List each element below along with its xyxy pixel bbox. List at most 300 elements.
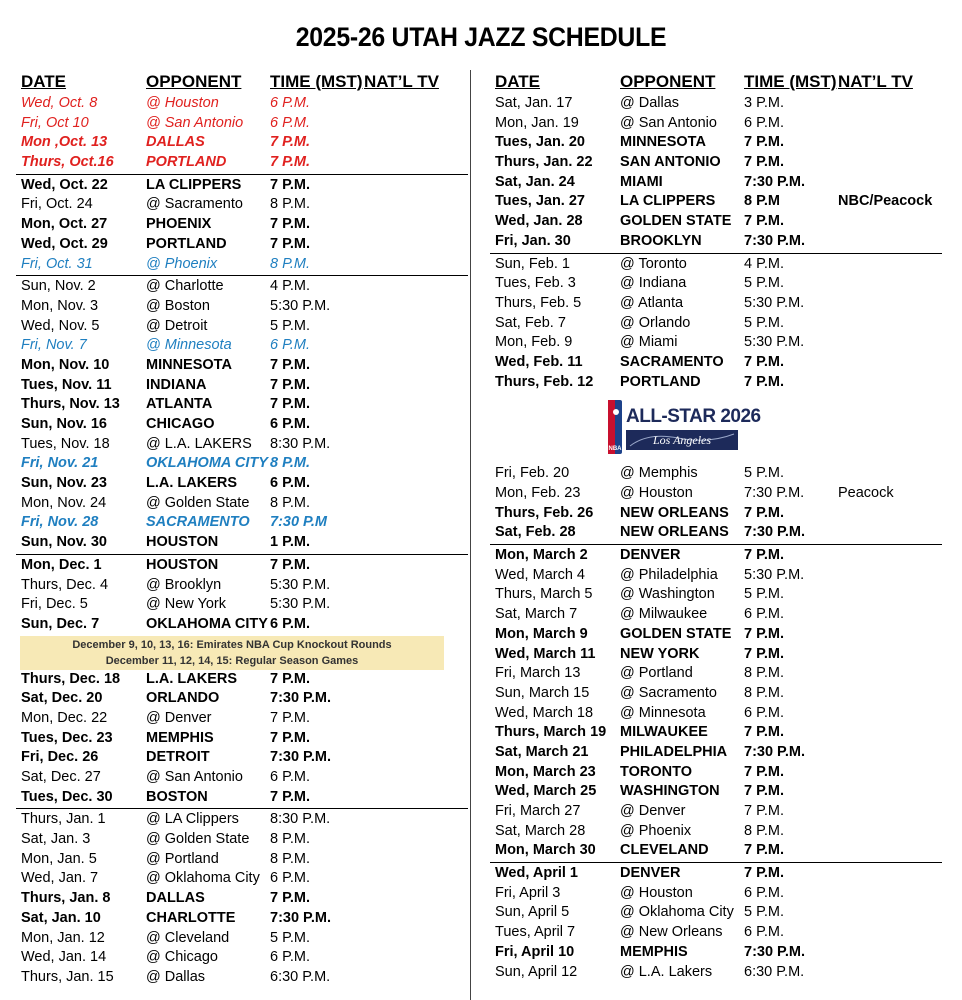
game-date: Fri, Oct. 24: [21, 196, 93, 213]
game-time: 7 P.M.: [270, 556, 311, 573]
game-time: 6 P.M.: [744, 924, 785, 941]
game-opponent: CHICAGO: [146, 416, 215, 432]
game-opponent: SACRAMENTO: [146, 514, 250, 531]
game-date: Sun, April 5: [495, 904, 570, 921]
game-time: 5 P.M.: [744, 904, 785, 921]
game-row: [490, 684, 942, 704]
game-row: [490, 743, 942, 763]
game-opponent: L.A. LAKERS: [146, 475, 238, 492]
game-opponent: @ Minnesota: [146, 337, 232, 354]
game-time: 7:30 P.M.: [270, 749, 331, 766]
game-date: Fri, Nov. 21: [21, 455, 99, 472]
game-date: Mon, Dec. 1: [21, 556, 102, 573]
game-date: Tues, Dec. 30: [21, 788, 113, 805]
game-date: Wed, Feb. 11: [495, 353, 583, 370]
game-opponent: @ Dallas: [146, 968, 206, 985]
game-row: [490, 94, 942, 114]
game-date: Mon, Jan. 19: [495, 114, 579, 131]
game-opponent: @ Atlanta: [620, 294, 684, 311]
game-opponent: DALLAS: [146, 890, 205, 907]
game-time: 7:30 P.M.: [270, 909, 331, 926]
game-time: 5 P.M.: [270, 317, 311, 334]
game-row: [490, 923, 942, 943]
game-opponent: @ Houston: [620, 485, 693, 501]
game-opponent: L.A. LAKERS: [146, 670, 238, 687]
game-time: 7:30 P.M.: [744, 743, 805, 760]
game-time: 5:30 P.M.: [744, 294, 805, 311]
game-row: [16, 255, 468, 275]
game-opponent: @ Boston: [146, 297, 210, 314]
game-opponent: @ Minnesota: [620, 704, 706, 721]
game-row: [16, 336, 468, 356]
game-row: [490, 464, 942, 484]
game-date: Tues, Feb. 3: [495, 275, 576, 292]
game-row: [490, 294, 942, 314]
game-opponent: DENVER: [620, 547, 681, 564]
game-row: [16, 277, 468, 297]
game-row: [16, 395, 468, 415]
game-date: Fri, April 3: [495, 884, 561, 901]
game-time: 6 P.M.: [744, 606, 785, 623]
game-date: Mon, March 9: [495, 625, 588, 642]
game-opponent: PORTLAND: [620, 373, 701, 390]
game-date: Mon, March 30: [495, 842, 596, 859]
game-time: 5 P.M.: [744, 314, 785, 331]
game-date: Sat, March 28: [495, 822, 586, 839]
game-date: Mon, Jan. 12: [21, 929, 105, 946]
game-row: [16, 556, 468, 576]
game-opponent: @ Orlando: [620, 314, 691, 331]
game-time: 7 P.M.: [270, 154, 311, 171]
game-opponent: @ Denver: [146, 709, 212, 726]
cup-notice: [20, 636, 444, 670]
game-opponent: @ Miami: [620, 334, 678, 351]
game-row: [16, 615, 468, 635]
game-row: [490, 133, 942, 153]
game-row: [490, 841, 942, 861]
game-time: 8 P.M.: [270, 455, 311, 472]
game-date: Wed, Jan. 14: [21, 949, 107, 966]
game-date: Mon, Nov. 3: [21, 297, 99, 314]
game-opponent: @ Chicago: [146, 949, 218, 966]
game-opponent: @ New York: [146, 596, 227, 613]
game-time: 7 P.M.: [744, 154, 785, 171]
game-date: Fri, Nov. 28: [21, 514, 99, 531]
game-opponent: CLEVELAND: [620, 842, 709, 859]
game-date: Sun, Nov. 30: [21, 534, 107, 551]
game-date: Mon, Dec. 22: [21, 709, 108, 726]
game-date: Thurs, March 19: [495, 724, 607, 741]
game-opponent: DENVER: [620, 865, 681, 882]
game-row: [490, 645, 942, 665]
game-opponent: GOLDEN STATE: [620, 625, 732, 642]
game-date: Wed, Oct. 22: [21, 176, 108, 193]
game-row: [16, 494, 468, 514]
game-row: [16, 729, 468, 749]
game-opponent: PHILADELPHIA: [620, 743, 728, 760]
game-row: [16, 415, 468, 435]
game-opponent: @ Phoenix: [146, 255, 218, 272]
game-opponent: @ Portland: [620, 665, 693, 682]
game-opponent: MILWAUKEE: [620, 724, 708, 741]
game-time: 5:30 P.M.: [744, 566, 805, 583]
game-opponent: PHOENIX: [146, 216, 212, 233]
game-row: [16, 810, 468, 830]
game-time: 7 P.M.: [270, 788, 311, 805]
column-header: [490, 72, 942, 94]
game-time: 7 P.M.: [270, 134, 311, 151]
month-separator: [16, 174, 468, 175]
game-row: [490, 566, 942, 586]
game-opponent: @ Phoenix: [620, 822, 692, 839]
game-time: 7 P.M.: [270, 890, 311, 907]
schedule-list-right: [490, 94, 942, 982]
game-time: 6 P.M.: [270, 949, 311, 966]
game-time: 6:30 P.M.: [744, 963, 805, 980]
game-opponent: OKLAHOMA CITY: [146, 455, 268, 472]
game-time: 4 P.M.: [744, 255, 785, 272]
game-time: 8 P.M.: [270, 494, 311, 511]
game-date: Mon, Nov. 24: [21, 494, 107, 511]
cup-notice-line: December 9, 10, 13, 16: Emirates NBA Cup Knockout Rounds: [72, 638, 392, 651]
game-opponent: @ New Orleans: [620, 924, 723, 941]
month-separator: [16, 554, 468, 555]
game-date: Thurs, Dec. 4: [21, 576, 109, 593]
game-date: Wed, Oct. 8: [21, 95, 98, 111]
game-row: [16, 869, 468, 889]
game-time: 7 P.M.: [270, 396, 311, 413]
game-date: Thurs, Jan. 1: [21, 811, 106, 828]
game-time: 8 P.M.: [270, 850, 311, 867]
month-separator: [490, 862, 942, 863]
game-date: Wed, April 1: [495, 865, 578, 882]
game-time: 7:30 P.M.: [744, 524, 805, 541]
game-opponent: @ Sacramento: [146, 196, 243, 213]
all-star-logo-brand: NBA: [608, 446, 622, 453]
game-time: 7 P.M.: [744, 504, 785, 521]
game-time: 7 P.M.: [744, 763, 785, 780]
game-opponent: @ San Antonio: [146, 769, 243, 785]
game-date: Fri, Oct. 31: [21, 255, 93, 272]
game-tv: Peacock: [838, 485, 894, 501]
game-date: Wed, March 4: [495, 566, 585, 583]
game-row: [490, 943, 942, 963]
game-opponent: @ San Antonio: [620, 114, 717, 131]
game-time: 7 P.M.: [744, 783, 785, 800]
game-time: 7 P.M.: [270, 235, 311, 252]
schedule-column-right: [490, 72, 942, 982]
game-date: Thurs, Feb. 26: [495, 504, 594, 521]
game-date: Sun, April 12: [495, 963, 578, 980]
game-row: [16, 576, 468, 596]
game-time: 8 P.M.: [744, 665, 785, 682]
column-header: [16, 72, 468, 94]
game-time: 6 P.M.: [270, 95, 311, 111]
game-row: [490, 605, 942, 625]
game-row: [16, 748, 468, 768]
game-time: 7 P.M.: [744, 724, 785, 741]
game-row: [490, 903, 942, 923]
game-time: 7:30 P.M.: [744, 232, 805, 249]
game-opponent: @ Oklahoma City: [620, 904, 734, 921]
game-row: [16, 513, 468, 533]
game-row: [16, 317, 468, 337]
game-time: 1 P.M.: [270, 534, 311, 551]
game-opponent: ORLANDO: [146, 690, 220, 707]
game-date: Thurs, Dec. 18: [21, 670, 121, 687]
game-row: [16, 929, 468, 949]
game-time: 7 P.M.: [744, 645, 785, 662]
game-opponent: @ Houston: [620, 884, 693, 901]
game-row: [490, 546, 942, 566]
game-opponent: INDIANA: [146, 376, 207, 393]
game-row: [16, 850, 468, 870]
game-time: 6:30 P.M.: [270, 968, 331, 985]
game-date: Sun, March 15: [495, 684, 590, 701]
game-opponent: @ Oklahoma City: [146, 870, 260, 887]
game-opponent: PORTLAND: [146, 154, 227, 171]
game-date: Thurs, Oct.16: [21, 154, 114, 171]
game-row: [16, 533, 468, 553]
game-time: 7 P.M.: [744, 625, 785, 642]
game-opponent: @ Philadelphia: [620, 566, 718, 583]
game-time: 7 P.M.: [270, 356, 311, 373]
game-time: 7 P.M.: [744, 134, 785, 151]
game-row: [16, 376, 468, 396]
game-time: 7:30 P.M.: [744, 173, 805, 190]
game-row: [16, 909, 468, 929]
game-time: 7 P.M.: [744, 803, 785, 819]
game-opponent: LA CLIPPERS: [146, 176, 242, 193]
game-time: 5:30 P.M.: [270, 576, 331, 593]
game-time: 7 P.M.: [744, 353, 785, 370]
game-time: 7 P.M.: [270, 709, 311, 726]
game-date: Mon, Nov. 10: [21, 356, 110, 373]
game-date: Wed, Jan. 28: [495, 213, 583, 230]
game-row: [490, 212, 942, 232]
all-star-logo: [490, 392, 942, 464]
header-tv: NAT’L TV: [364, 72, 439, 91]
game-row: [16, 435, 468, 455]
game-time: 5 P.M.: [744, 275, 785, 292]
game-opponent: BROOKLYN: [620, 232, 702, 249]
game-time: 8:30 P.M.: [270, 435, 331, 452]
game-time: 4 P.M.: [270, 278, 311, 295]
game-row: [16, 670, 468, 690]
game-opponent: @ Golden State: [146, 831, 250, 848]
game-time: 5 P.M.: [744, 586, 785, 603]
game-date: Sat, Jan. 3: [21, 831, 91, 848]
game-date: Fri, Nov. 7: [21, 337, 87, 354]
game-time: 5 P.M.: [270, 929, 311, 946]
game-row: [490, 625, 942, 645]
page-title: 2025-26 UTAH JAZZ SCHEDULE: [295, 22, 667, 52]
game-date: Sat, Jan. 10: [21, 909, 101, 926]
game-opponent: GOLDEN STATE: [620, 213, 732, 230]
game-row: [490, 802, 942, 822]
game-time: 7:30 P.M.: [744, 485, 805, 501]
game-opponent: BOSTON: [146, 788, 208, 805]
game-date: Tues, Jan. 27: [495, 193, 585, 210]
game-opponent: @ Denver: [620, 803, 686, 819]
game-opponent: OKLAHOMA CITY: [146, 615, 268, 632]
game-date: Sat, Feb. 28: [495, 524, 576, 541]
game-date: Wed, Oct. 29: [21, 235, 108, 252]
game-opponent: MEMPHIS: [620, 943, 688, 960]
game-row: [16, 948, 468, 968]
game-opponent: CHARLOTTE: [146, 909, 236, 926]
game-row: [16, 768, 468, 788]
game-opponent: DALLAS: [146, 134, 205, 151]
game-date: Mon ,Oct. 13: [21, 134, 108, 151]
month-separator: [490, 253, 942, 254]
game-date: Thurs, Feb. 12: [495, 373, 594, 390]
game-row: [490, 664, 942, 684]
game-time: 8 P.M.: [270, 831, 311, 848]
game-time: 7 P.M.: [270, 729, 311, 746]
game-date: Mon, Feb. 9: [495, 334, 573, 351]
all-star-2026-logo: [608, 398, 761, 456]
schedule-column-left: [16, 72, 468, 988]
game-time: 8 P.M.: [744, 822, 785, 839]
game-time: 6 P.M.: [270, 416, 311, 432]
game-date: Sun, Dec. 7: [21, 615, 100, 632]
game-row: [16, 356, 468, 376]
game-date: Mon, Oct. 27: [21, 216, 108, 233]
game-time: 8 P.M: [744, 193, 781, 210]
game-opponent: MIAMI: [620, 173, 663, 190]
game-row: [490, 353, 942, 373]
game-time: 6 P.M.: [270, 475, 311, 492]
game-opponent: @ Cleveland: [146, 929, 230, 946]
game-opponent: ATLANTA: [146, 396, 213, 413]
game-row: [490, 274, 942, 294]
game-date: Wed, March 18: [495, 704, 594, 721]
game-row: [490, 822, 942, 842]
game-opponent: DETROIT: [146, 749, 210, 766]
game-row: [16, 297, 468, 317]
game-row: [16, 94, 468, 114]
game-row: [490, 114, 942, 134]
game-date: Fri, Oct 10: [21, 114, 89, 131]
game-date: Fri, Dec. 26: [21, 749, 99, 766]
game-date: Wed, Jan. 7: [21, 870, 99, 887]
game-opponent: @ Dallas: [620, 95, 680, 111]
game-time: 6 P.M.: [270, 870, 311, 887]
game-date: Wed, Nov. 5: [21, 317, 100, 334]
game-row: [490, 232, 942, 252]
month-separator: [16, 808, 468, 809]
game-date: Sun, Feb. 1: [495, 255, 570, 272]
cup-notice-line: December 11, 12, 14, 15: Regular Season Games: [105, 654, 359, 667]
schedule-list-left: [16, 94, 468, 988]
game-opponent: WASHINGTON: [620, 783, 720, 800]
game-row: [16, 595, 468, 615]
month-separator: [490, 544, 942, 545]
game-opponent: TORONTO: [620, 763, 692, 780]
game-time: 6 P.M.: [744, 114, 785, 131]
game-row: [16, 195, 468, 215]
game-time: 7:30 P.M.: [744, 943, 805, 960]
game-row: [490, 723, 942, 743]
game-date: Thurs, Nov. 13: [21, 396, 120, 413]
game-opponent: MINNESOTA: [146, 356, 232, 373]
game-date: Wed, March 11: [495, 645, 596, 662]
game-date: Sat, March 21: [495, 743, 589, 760]
game-opponent: PORTLAND: [146, 235, 227, 252]
game-opponent: @ Indiana: [620, 275, 687, 292]
game-time: 7 P.M.: [270, 216, 311, 233]
game-date: Sat, Dec. 20: [21, 690, 103, 707]
game-opponent: @ Toronto: [620, 255, 687, 272]
game-time: 8 P.M.: [270, 255, 311, 272]
game-time: 8 P.M.: [744, 684, 785, 701]
game-time: 7 P.M.: [270, 670, 311, 687]
game-date: Tues, Jan. 20: [495, 134, 585, 151]
game-time: 7 P.M.: [744, 547, 785, 564]
all-star-logo-text: ALL-STAR 2026: [626, 406, 761, 428]
game-row: [490, 373, 942, 393]
game-time: 6 P.M.: [270, 769, 311, 785]
header-opponent: OPPONENT: [146, 72, 242, 91]
game-opponent: @ Detroit: [146, 317, 208, 334]
game-opponent: LA CLIPPERS: [620, 193, 716, 210]
game-row: [490, 504, 942, 524]
game-date: Thurs, Jan. 8: [21, 890, 111, 907]
game-time: 7 P.M.: [744, 213, 785, 230]
game-date: Fri, Dec. 5: [21, 596, 88, 613]
game-row: [490, 963, 942, 983]
game-date: Fri, April 10: [495, 943, 575, 960]
game-time: 6 P.M.: [270, 114, 311, 131]
game-time: 3 P.M.: [744, 95, 785, 111]
game-opponent: @ L.A. LAKERS: [146, 435, 252, 452]
game-row: [16, 474, 468, 494]
game-date: Fri, March 13: [495, 665, 581, 682]
game-tv: NBC/Peacock: [838, 193, 933, 210]
game-opponent: @ Portland: [146, 850, 219, 867]
game-row: [16, 709, 468, 729]
game-opponent: NEW ORLEANS: [620, 524, 729, 541]
game-row: [16, 153, 468, 173]
game-row: [16, 689, 468, 709]
game-row: [16, 133, 468, 153]
game-time: 6 P.M.: [270, 615, 311, 632]
game-date: Thurs, Feb. 5: [495, 294, 582, 311]
header-opponent: OPPONENT: [620, 72, 716, 91]
game-date: Sat, March 7: [495, 606, 578, 623]
game-opponent: @ San Antonio: [146, 114, 244, 131]
game-date: Tues, Nov. 18: [21, 435, 110, 452]
game-opponent: @ Golden State: [146, 494, 250, 511]
header-tv: NAT’L TV: [838, 72, 913, 91]
game-row: [16, 176, 468, 196]
game-opponent: @ Washington: [620, 586, 715, 603]
all-star-logo-city: Los Angeles: [652, 433, 712, 448]
game-time: 8:30 P.M.: [270, 811, 331, 828]
game-date: Thurs, Jan. 15: [21, 968, 114, 985]
game-opponent: HOUSTON: [146, 556, 219, 573]
game-opponent: HOUSTON: [146, 534, 219, 551]
game-time: 7 P.M.: [744, 842, 785, 859]
game-row: [490, 704, 942, 724]
game-opponent: NEW YORK: [620, 645, 700, 662]
game-date: Sat, Dec. 27: [21, 769, 101, 785]
game-opponent: @ LA Clippers: [146, 811, 239, 828]
game-opponent: NEW ORLEANS: [620, 504, 729, 521]
game-time: 6 P.M.: [270, 337, 311, 354]
game-date: Fri, Jan. 30: [495, 232, 571, 249]
